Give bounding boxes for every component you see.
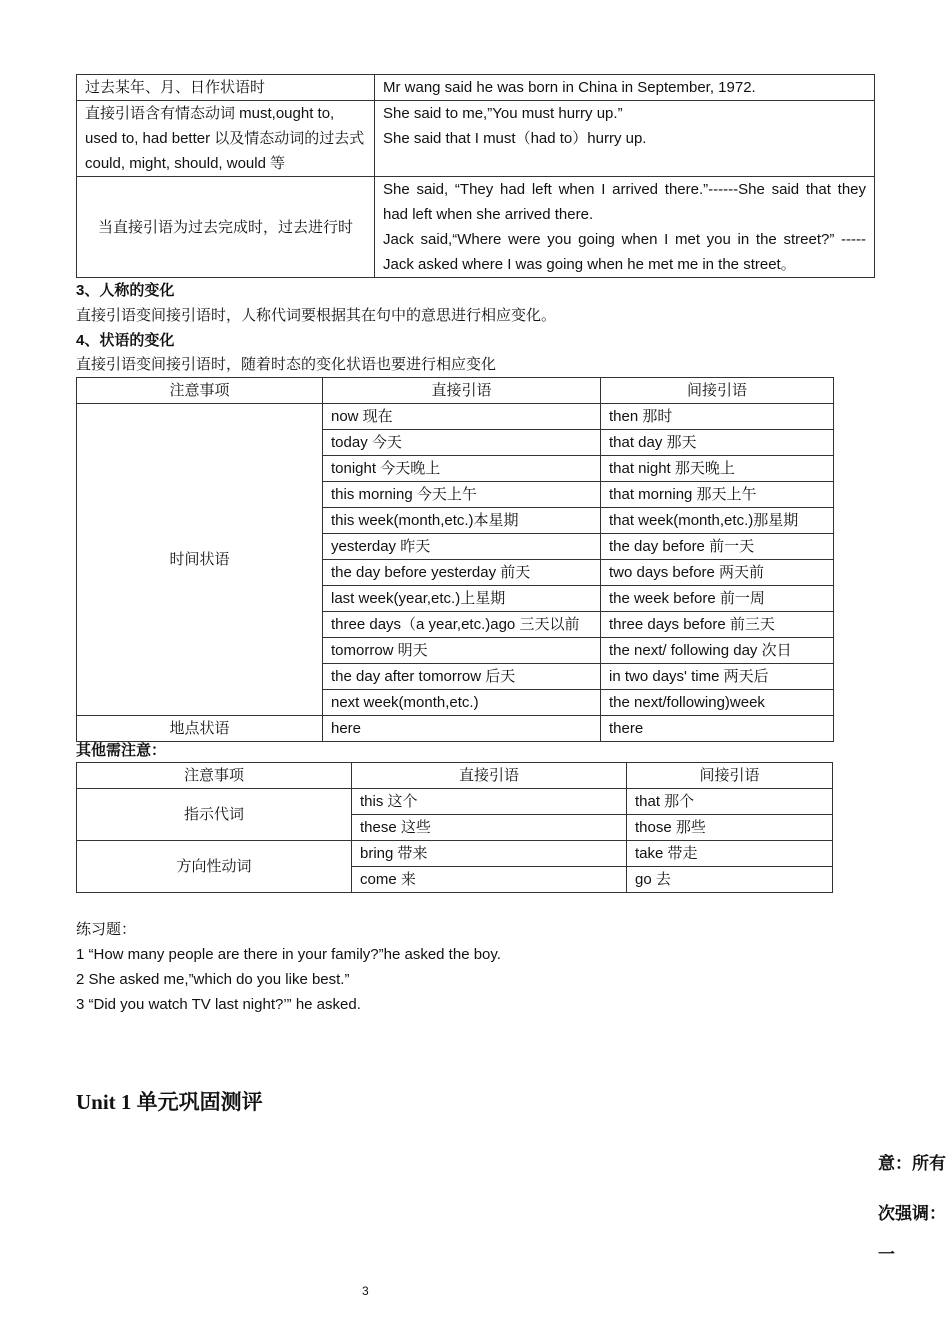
section-4-title: 4、状语的变化	[76, 332, 175, 349]
column-header: 直接引语	[323, 378, 601, 404]
direct-cell: yesterday 昨天	[323, 534, 601, 560]
direct-cell: tomorrow 明天	[323, 638, 601, 664]
rule-cell: 过去某年、月、日作状语时	[77, 75, 375, 101]
section-3-title: 3、人称的变化	[76, 282, 175, 299]
indirect-cell: two days before 两天前	[601, 560, 834, 586]
indirect-cell: take 带走	[627, 841, 833, 867]
table-row	[77, 404, 834, 430]
direct-cell: tonight 今天晚上	[323, 456, 601, 482]
indirect-cell: that 那个	[627, 789, 833, 815]
direct-cell: this 这个	[352, 789, 627, 815]
indirect-cell: that night 那天晚上	[601, 456, 834, 482]
indirect-cell: go 去	[627, 867, 833, 893]
group-label: 方向性动词	[77, 841, 352, 893]
direct-cell: the day after tomorrow 后天	[323, 664, 601, 690]
direct-cell: this morning 今天上午	[323, 482, 601, 508]
direct-cell: bring 带来	[352, 841, 627, 867]
direct-cell: now 现在	[323, 404, 601, 430]
rule-cell: 当直接引语为过去完成时，过去进行时	[77, 177, 375, 278]
section-4-text: 直接引语变间接引语时，随着时态的变化状语也要进行相应变化	[76, 356, 497, 373]
table-row	[77, 789, 833, 815]
table-header-row	[77, 763, 833, 789]
indirect-cell: that morning 那天上午	[601, 482, 834, 508]
column-header: 注意事项	[77, 763, 352, 789]
edge-fragment: 次强调：	[878, 1204, 946, 1223]
exercise-item: 2 She asked me,”which do you like best.”	[76, 971, 350, 988]
table-row	[77, 841, 833, 867]
direct-cell: three days（a year,etc.)ago 三天以前	[323, 612, 601, 638]
exercises-title: 练习题：	[76, 921, 137, 938]
direct-cell: today 今天	[323, 430, 601, 456]
rule-cell: 直接引语含有情态动词 must,ought to, used to, had better 以及情态动词的过去式 could, might, should, would 等	[77, 101, 375, 177]
direct-cell: the day before yesterday 前天	[323, 560, 601, 586]
column-header: 间接引语	[601, 378, 834, 404]
group-label: 指示代词	[77, 789, 352, 841]
direct-cell: here	[323, 716, 601, 742]
column-header: 间接引语	[627, 763, 833, 789]
exercise-item: 3 “Did you watch TV last night?’” he asked.	[76, 996, 361, 1013]
time-adverbial-label: 时间状语	[77, 404, 323, 716]
place-adverbial-label: 地点状语	[77, 716, 323, 742]
direct-cell: come 来	[352, 867, 627, 893]
table-row	[77, 716, 834, 742]
table-header-row	[77, 378, 834, 404]
indirect-cell: three days before 前三天	[601, 612, 834, 638]
indirect-cell: in two days' time 两天后	[601, 664, 834, 690]
table-row	[77, 177, 875, 278]
direct-cell: next week(month,etc.)	[323, 690, 601, 716]
edge-fragment: 一	[878, 1245, 895, 1264]
column-header: 直接引语	[352, 763, 627, 789]
indirect-cell: the next/ following day 次日	[601, 638, 834, 664]
indirect-cell: the next/following)week	[601, 690, 834, 716]
indirect-cell: then 那时	[601, 404, 834, 430]
table-row	[77, 101, 875, 177]
adverbial-change-table	[76, 377, 834, 742]
page-number: 3	[362, 1284, 369, 1298]
indirect-cell: the week before 前一周	[601, 586, 834, 612]
table-row	[77, 75, 875, 101]
unit-heading: Unit 1 单元巩固测评	[76, 1090, 263, 1114]
example-cell: She said, “They had left when I arrived there.”------She said that they had left when she arrived there. Jack said,“Where were you going when I met you in the street?” -----Jack asked where I was going when he met me in the street。	[375, 177, 875, 278]
example-cell: She said to me,”You must hurry up.” She said that I must（had to）hurry up.	[375, 101, 875, 177]
other-changes-table	[76, 762, 833, 893]
edge-fragment: 意：所有	[878, 1154, 946, 1173]
example-cell: Mr wang said he was born in China in September, 1972.	[375, 75, 875, 101]
indirect-cell: that week(month,etc.)那星期	[601, 508, 834, 534]
section-3-text: 直接引语变间接引语时，人称代词要根据其在句中的意思进行相应变化。	[76, 307, 557, 324]
direct-cell: this week(month,etc.)本星期	[323, 508, 601, 534]
exercise-item: 1 “How many people are there in your family?”he asked the boy.	[76, 946, 501, 963]
indirect-cell: those 那些	[627, 815, 833, 841]
other-notes-title: 其他需注意：	[76, 742, 167, 759]
direct-cell: these 这些	[352, 815, 627, 841]
indirect-cell: that day 那天	[601, 430, 834, 456]
indirect-cell: there	[601, 716, 834, 742]
tense-change-table	[76, 74, 875, 278]
column-header: 注意事项	[77, 378, 323, 404]
direct-cell: last week(year,etc.)上星期	[323, 586, 601, 612]
indirect-cell: the day before 前一天	[601, 534, 834, 560]
